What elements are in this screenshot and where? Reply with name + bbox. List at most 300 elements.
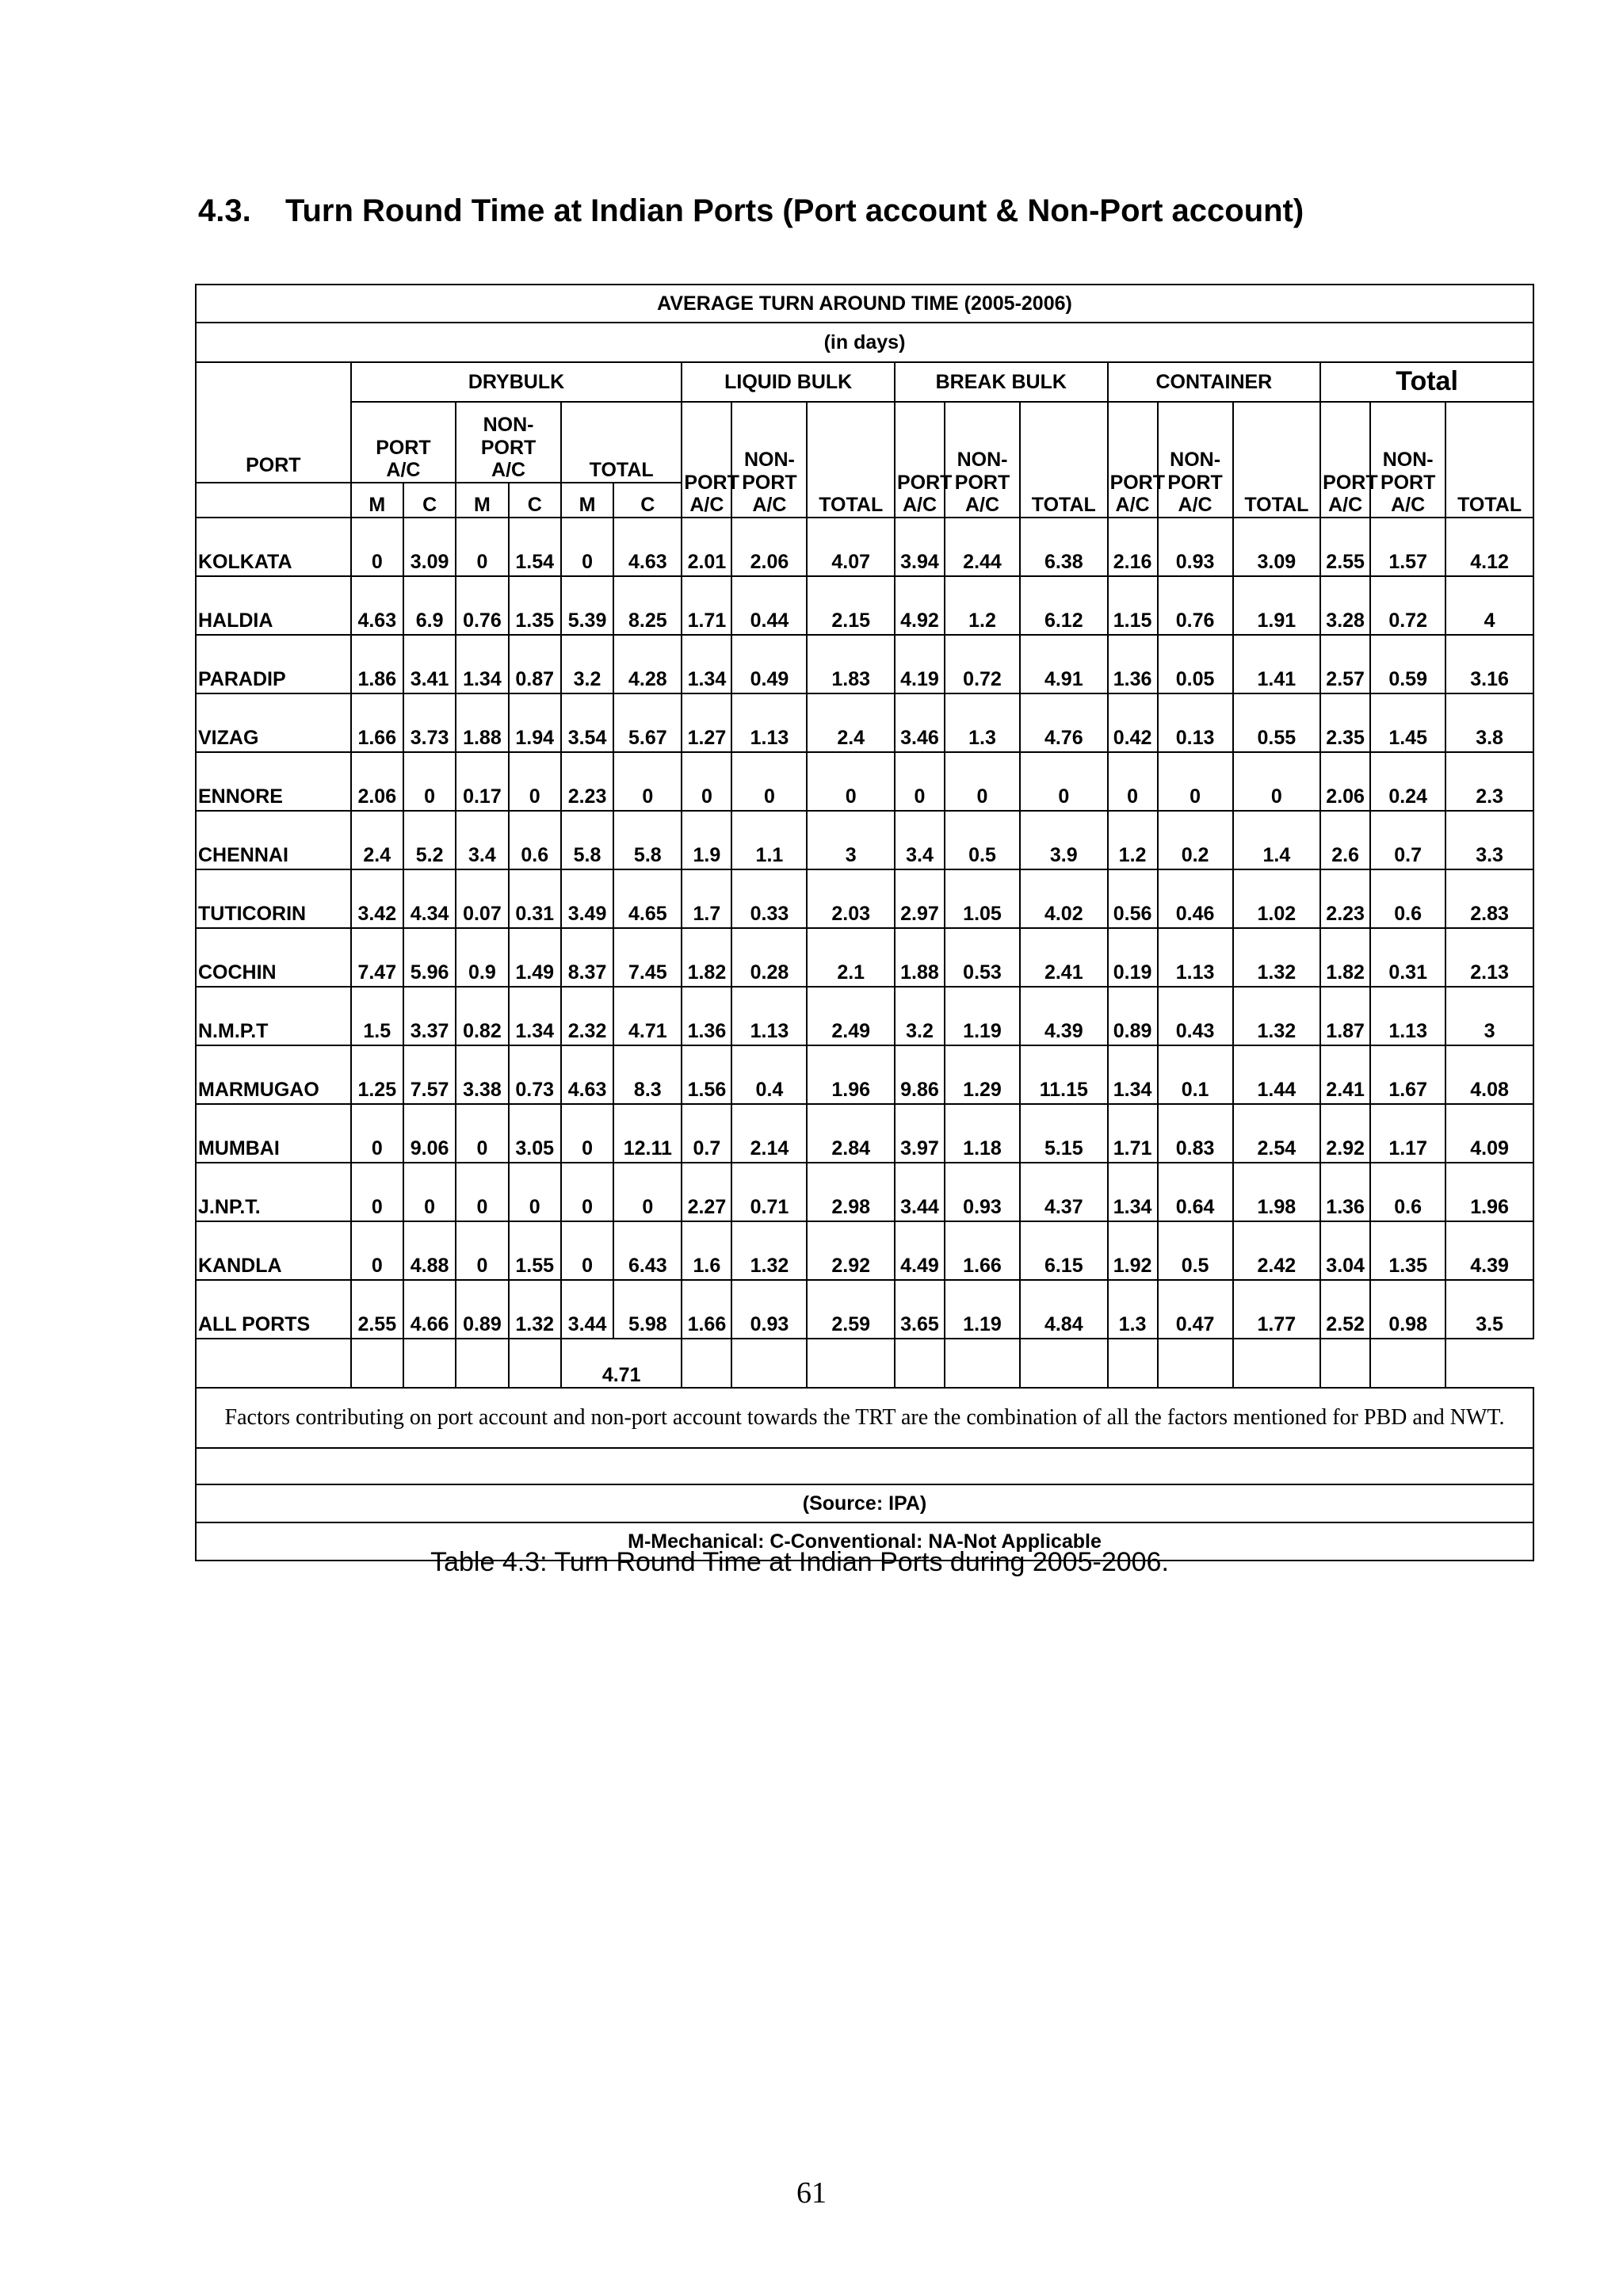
value-cell: 1.6 — [682, 1221, 731, 1280]
value-cell: 0.56 — [1108, 869, 1158, 928]
value-cell: 2.54 — [1233, 1104, 1321, 1163]
drybulk-header: DRYBULK — [351, 362, 682, 402]
value-cell: 1.32 — [509, 1280, 561, 1339]
value-cell: 0.98 — [1370, 1280, 1445, 1339]
value-cell: 7.47 — [351, 928, 403, 987]
value-cell: 1.49 — [509, 928, 561, 987]
value-cell: 1.41 — [1233, 635, 1321, 693]
value-cell: 9.86 — [895, 1045, 945, 1104]
value-cell: 0 — [456, 1163, 508, 1221]
value-cell: 0.7 — [682, 1104, 731, 1163]
value-cell: 1.36 — [1320, 1163, 1370, 1221]
value-cell: 3.38 — [456, 1045, 508, 1104]
table-footer — [196, 1339, 1533, 1561]
value-cell: 0.53 — [945, 928, 1020, 987]
value-cell: 4.07 — [807, 518, 895, 576]
footer-blank-cell — [456, 1339, 508, 1388]
table-note: Factors contributing on port account and non-port account towards the TRT are the combination of all the factors mentioned for PBD and NWT. — [196, 1388, 1533, 1448]
value-cell: 2.3 — [1445, 752, 1533, 811]
value-cell: 2.98 — [807, 1163, 895, 1221]
value-cell: 0 — [403, 752, 456, 811]
value-cell: 2.32 — [561, 987, 613, 1045]
value-cell: 0.2 — [1158, 811, 1233, 869]
port-name: HALDIA — [196, 576, 351, 635]
value-cell: 0 — [682, 752, 731, 811]
value-cell: 2.27 — [682, 1163, 731, 1221]
value-cell: 3.49 — [561, 869, 613, 928]
value-cell: 1.17 — [1370, 1104, 1445, 1163]
value-cell: 0.19 — [1108, 928, 1158, 987]
table-units: (in days) — [196, 323, 1533, 362]
port-name: MARMUGAO — [196, 1045, 351, 1104]
footer-blank-cell — [1370, 1339, 1445, 1388]
value-cell: 2.6 — [1320, 811, 1370, 869]
value-cell: 2.83 — [1445, 869, 1533, 928]
port-name: VIZAG — [196, 693, 351, 752]
value-cell: 0 — [807, 752, 895, 811]
value-cell: 8.25 — [613, 576, 682, 635]
section-number: 4.3. — [198, 193, 251, 228]
value-cell: 0 — [613, 752, 682, 811]
value-cell: 3.54 — [561, 693, 613, 752]
drybulk-non-port-ac-header: NON- PORT A/C — [456, 402, 561, 483]
value-cell: 0 — [945, 752, 1020, 811]
value-cell: 4.28 — [613, 635, 682, 693]
value-cell: 0.33 — [731, 869, 807, 928]
value-cell: 1.19 — [945, 987, 1020, 1045]
value-cell: 3.97 — [895, 1104, 945, 1163]
footer-blank-cell — [731, 1339, 807, 1388]
value-cell: 3.44 — [895, 1163, 945, 1221]
table-row — [196, 1280, 1533, 1339]
port-name: ALL PORTS — [196, 1280, 351, 1339]
value-cell: 3.2 — [561, 635, 613, 693]
value-cell: 2.92 — [807, 1221, 895, 1280]
value-cell: 1.2 — [945, 576, 1020, 635]
port-name: KANDLA — [196, 1221, 351, 1280]
table-row — [196, 693, 1533, 752]
value-cell: 0.59 — [1370, 635, 1445, 693]
value-cell: 0.13 — [1158, 693, 1233, 752]
value-cell: 2.41 — [1020, 928, 1108, 987]
table-row — [196, 1104, 1533, 1163]
value-cell: 0.05 — [1158, 635, 1233, 693]
overall-total-header: TOTAL — [1445, 402, 1533, 518]
break-bulk-header: BREAK BULK — [895, 362, 1108, 402]
value-cell: 3 — [807, 811, 895, 869]
value-cell: 0.5 — [1158, 1221, 1233, 1280]
value-cell: 1.56 — [682, 1045, 731, 1104]
value-cell: 3.4 — [456, 811, 508, 869]
value-cell: 12.11 — [613, 1104, 682, 1163]
value-cell: 1.02 — [1233, 869, 1321, 928]
footer-blank-cell — [807, 1339, 895, 1388]
value-cell: 1.82 — [682, 928, 731, 987]
value-cell: 1.05 — [945, 869, 1020, 928]
value-cell: 0.72 — [945, 635, 1020, 693]
value-cell: 0.24 — [1370, 752, 1445, 811]
value-cell: 1.91 — [1233, 576, 1321, 635]
value-cell: 1.82 — [1320, 928, 1370, 987]
value-cell: 2.14 — [731, 1104, 807, 1163]
value-cell: 1.88 — [456, 693, 508, 752]
value-cell: 1.35 — [509, 576, 561, 635]
value-cell: 1.83 — [807, 635, 895, 693]
value-cell: 2.13 — [1445, 928, 1533, 987]
value-cell: 0 — [509, 1163, 561, 1221]
value-cell: 1.27 — [682, 693, 731, 752]
value-cell: 2.42 — [1233, 1221, 1321, 1280]
value-cell: 0 — [561, 1163, 613, 1221]
value-cell: 2.55 — [1320, 518, 1370, 576]
value-cell: 1.86 — [351, 635, 403, 693]
value-cell: 0.7 — [1370, 811, 1445, 869]
liquid-bulk-header: LIQUID BULK — [682, 362, 895, 402]
value-cell: 2.15 — [807, 576, 895, 635]
value-cell: 1.77 — [1233, 1280, 1321, 1339]
value-cell: 1.54 — [509, 518, 561, 576]
value-cell: 0.71 — [731, 1163, 807, 1221]
value-cell: 2.23 — [561, 752, 613, 811]
value-cell: 2.4 — [351, 811, 403, 869]
value-cell: 7.57 — [403, 1045, 456, 1104]
footer-blank-cell — [945, 1339, 1020, 1388]
value-cell: 0.43 — [1158, 987, 1233, 1045]
value-cell: 1.34 — [456, 635, 508, 693]
footer-blank-cell — [1108, 1339, 1158, 1388]
value-cell: 2.1 — [807, 928, 895, 987]
footer-blank-cell — [1020, 1339, 1108, 1388]
drybulk-nonport-c-header: C — [509, 483, 561, 518]
value-cell: 1.25 — [351, 1045, 403, 1104]
value-cell: 0 — [351, 1163, 403, 1221]
value-cell: 1.57 — [1370, 518, 1445, 576]
table-source: (Source: IPA) — [196, 1484, 1533, 1522]
value-cell: 3.94 — [895, 518, 945, 576]
overall-port-ac-header: PORT A/C — [1320, 402, 1370, 518]
value-cell: 3.46 — [895, 693, 945, 752]
value-cell: 2.84 — [807, 1104, 895, 1163]
section-title: Turn Round Time at Indian Ports (Port account & Non-Port account) — [285, 193, 1304, 228]
value-cell: 1.98 — [1233, 1163, 1321, 1221]
value-cell: 0 — [456, 1104, 508, 1163]
value-cell: 1.3 — [945, 693, 1020, 752]
value-cell: 3.73 — [403, 693, 456, 752]
footer-blank-cell — [895, 1339, 945, 1388]
value-cell: 2.03 — [807, 869, 895, 928]
value-cell: 1.34 — [682, 635, 731, 693]
value-cell: 0.31 — [1370, 928, 1445, 987]
value-cell: 1.36 — [1108, 635, 1158, 693]
value-cell: 0.82 — [456, 987, 508, 1045]
value-cell: 0.93 — [945, 1163, 1020, 1221]
value-cell: 1.67 — [1370, 1045, 1445, 1104]
value-cell: 5.67 — [613, 693, 682, 752]
value-cell: 4.92 — [895, 576, 945, 635]
value-cell: 5.2 — [403, 811, 456, 869]
value-cell: 1.13 — [1370, 987, 1445, 1045]
liquid-total-header: TOTAL — [807, 402, 895, 518]
value-cell: 3.65 — [895, 1280, 945, 1339]
value-cell: 5.8 — [561, 811, 613, 869]
value-cell: 0.55 — [1233, 693, 1321, 752]
footer-blank-cell — [509, 1339, 561, 1388]
value-cell: 1.3 — [1108, 1280, 1158, 1339]
liquid-non-port-ac-header: NON- PORT A/C — [731, 402, 807, 518]
value-cell: 3.2 — [895, 987, 945, 1045]
value-cell: 1.66 — [351, 693, 403, 752]
value-cell: 1.15 — [1108, 576, 1158, 635]
drybulk-total-c-header: C — [613, 483, 682, 518]
container-header: CONTAINER — [1108, 362, 1321, 402]
value-cell: 1.4 — [1233, 811, 1321, 869]
break-non-port-ac-header: NON- PORT A/C — [945, 402, 1020, 518]
value-cell: 8.37 — [561, 928, 613, 987]
value-cell: 0.31 — [509, 869, 561, 928]
value-cell: 3.9 — [1020, 811, 1108, 869]
value-cell: 0.89 — [456, 1280, 508, 1339]
value-cell: 3.42 — [351, 869, 403, 928]
value-cell: 1.32 — [1233, 928, 1321, 987]
value-cell: 0.87 — [509, 635, 561, 693]
value-cell: 4.63 — [561, 1045, 613, 1104]
value-cell: 0.73 — [509, 1045, 561, 1104]
value-cell: 3.37 — [403, 987, 456, 1045]
value-cell: 3.4 — [895, 811, 945, 869]
value-cell: 3.41 — [403, 635, 456, 693]
value-cell: 1.66 — [945, 1221, 1020, 1280]
value-cell: 0 — [1108, 752, 1158, 811]
liquid-port-ac-header: PORT A/C — [682, 402, 731, 518]
value-cell: 8.3 — [613, 1045, 682, 1104]
footer-blank-cell — [196, 1339, 351, 1388]
value-cell: 0 — [613, 1163, 682, 1221]
table-banner: AVERAGE TURN AROUND TIME (2005-2006) — [196, 285, 1533, 323]
value-cell: 0.47 — [1158, 1280, 1233, 1339]
value-cell: 0.93 — [731, 1280, 807, 1339]
value-cell: 1.35 — [1370, 1221, 1445, 1280]
value-cell: 1.9 — [682, 811, 731, 869]
value-cell: 2.35 — [1320, 693, 1370, 752]
value-cell: 3.09 — [1233, 518, 1321, 576]
table-row — [196, 869, 1533, 928]
value-cell: 2.16 — [1108, 518, 1158, 576]
footer-blank-cell — [351, 1339, 403, 1388]
value-cell: 0 — [351, 1221, 403, 1280]
value-cell: 6.12 — [1020, 576, 1108, 635]
value-cell: 1.36 — [682, 987, 731, 1045]
value-cell: 1.87 — [1320, 987, 1370, 1045]
value-cell: 0 — [731, 752, 807, 811]
value-cell: 6.15 — [1020, 1221, 1108, 1280]
page-number: 61 — [796, 2176, 827, 2210]
value-cell: 5.98 — [613, 1280, 682, 1339]
table-caption: Table 4.3: Turn Round Time at Indian Ports during 2005-2006. — [430, 1547, 1169, 1577]
value-cell: 0.76 — [456, 576, 508, 635]
value-cell: 1.66 — [682, 1280, 731, 1339]
value-cell: 2.44 — [945, 518, 1020, 576]
value-cell: 2.59 — [807, 1280, 895, 1339]
value-cell: 0 — [1158, 752, 1233, 811]
value-cell: 0 — [561, 518, 613, 576]
value-cell: 7.45 — [613, 928, 682, 987]
port-name: CHENNAI — [196, 811, 351, 869]
break-port-ac-header: PORT A/C — [895, 402, 945, 518]
value-cell: 0.89 — [1108, 987, 1158, 1045]
footer-blank-cell — [1233, 1339, 1321, 1388]
value-cell: 3.05 — [509, 1104, 561, 1163]
drybulk-overall-total: 4.71 — [561, 1339, 682, 1388]
value-cell: 2.49 — [807, 987, 895, 1045]
value-cell: 1.7 — [682, 869, 731, 928]
table-row — [196, 1221, 1533, 1280]
total-header: Total — [1320, 362, 1533, 402]
value-cell: 0.44 — [731, 576, 807, 635]
value-cell: 1.32 — [1233, 987, 1321, 1045]
value-cell: 0.5 — [945, 811, 1020, 869]
drybulk-port-c-header: C — [403, 483, 456, 518]
value-cell: 1.13 — [731, 987, 807, 1045]
value-cell: 5.8 — [613, 811, 682, 869]
value-cell: 3.28 — [1320, 576, 1370, 635]
value-cell: 1.32 — [731, 1221, 807, 1280]
section-heading — [198, 193, 1304, 229]
drybulk-total-header: TOTAL — [561, 402, 682, 483]
value-cell: 0.49 — [731, 635, 807, 693]
value-cell: 3 — [1445, 987, 1533, 1045]
table-row — [196, 987, 1533, 1045]
value-cell: 4.84 — [1020, 1280, 1108, 1339]
value-cell: 3.3 — [1445, 811, 1533, 869]
value-cell: 0 — [456, 518, 508, 576]
table-row — [196, 518, 1533, 576]
value-cell: 1.45 — [1370, 693, 1445, 752]
value-cell: 4.88 — [403, 1221, 456, 1280]
value-cell: 4.19 — [895, 635, 945, 693]
value-cell: 1.96 — [1445, 1163, 1533, 1221]
value-cell: 1.71 — [682, 576, 731, 635]
value-cell: 4.39 — [1445, 1221, 1533, 1280]
value-cell: 1.96 — [807, 1045, 895, 1104]
value-cell: 4.71 — [613, 987, 682, 1045]
value-cell: 9.06 — [403, 1104, 456, 1163]
value-cell: 4.12 — [1445, 518, 1533, 576]
value-cell: 0 — [351, 1104, 403, 1163]
value-cell: 0.93 — [1158, 518, 1233, 576]
value-cell: 3.16 — [1445, 635, 1533, 693]
value-cell: 4.66 — [403, 1280, 456, 1339]
table-row — [196, 928, 1533, 987]
value-cell: 1.55 — [509, 1221, 561, 1280]
value-cell: 4.91 — [1020, 635, 1108, 693]
value-cell: 0 — [456, 1221, 508, 1280]
table-row — [196, 752, 1533, 811]
value-cell: 0 — [1233, 752, 1321, 811]
table-legend: M-Mechanical: C-Conventional: NA-Not Applicable — [196, 1522, 1533, 1561]
value-cell: 1.71 — [1108, 1104, 1158, 1163]
value-cell: 4.08 — [1445, 1045, 1533, 1104]
value-cell: 0.83 — [1158, 1104, 1233, 1163]
value-cell: 0.07 — [456, 869, 508, 928]
container-port-ac-header: PORT A/C — [1108, 402, 1158, 518]
value-cell: 4.37 — [1020, 1163, 1108, 1221]
table-row — [196, 811, 1533, 869]
drybulk-total-m-header: M — [561, 483, 613, 518]
value-cell: 0.72 — [1370, 576, 1445, 635]
value-cell: 0.6 — [1370, 1163, 1445, 1221]
value-cell: 4.02 — [1020, 869, 1108, 928]
value-cell: 2.57 — [1320, 635, 1370, 693]
value-cell: 6.38 — [1020, 518, 1108, 576]
value-cell: 3.44 — [561, 1280, 613, 1339]
value-cell: 4.34 — [403, 869, 456, 928]
value-cell: 3.09 — [403, 518, 456, 576]
table-row — [196, 635, 1533, 693]
value-cell: 5.39 — [561, 576, 613, 635]
value-cell: 0.17 — [456, 752, 508, 811]
break-total-header: TOTAL — [1020, 402, 1108, 518]
value-cell: 2.4 — [807, 693, 895, 752]
value-cell: 1.19 — [945, 1280, 1020, 1339]
value-cell: 1.5 — [351, 987, 403, 1045]
value-cell: 0.6 — [509, 811, 561, 869]
turn-round-time-table — [195, 284, 1534, 1561]
value-cell: 2.06 — [731, 518, 807, 576]
port-column-header: PORT — [196, 362, 351, 483]
value-cell: 1.94 — [509, 693, 561, 752]
value-cell: 3.5 — [1445, 1280, 1533, 1339]
value-cell: 6.9 — [403, 576, 456, 635]
value-cell: 0 — [509, 752, 561, 811]
value-cell: 1.34 — [509, 987, 561, 1045]
value-cell: 1.29 — [945, 1045, 1020, 1104]
value-cell: 4.65 — [613, 869, 682, 928]
value-cell: 1.13 — [1158, 928, 1233, 987]
value-cell: 2.41 — [1320, 1045, 1370, 1104]
port-name: COCHIN — [196, 928, 351, 987]
footer-blank-cell — [1158, 1339, 1233, 1388]
value-cell: 1.13 — [731, 693, 807, 752]
value-cell: 4.39 — [1020, 987, 1108, 1045]
value-cell: 0.9 — [456, 928, 508, 987]
value-cell: 1.44 — [1233, 1045, 1321, 1104]
value-cell: 4.09 — [1445, 1104, 1533, 1163]
port-name: J.NP.T. — [196, 1163, 351, 1221]
value-cell: 2.55 — [351, 1280, 403, 1339]
value-cell: 6.43 — [613, 1221, 682, 1280]
value-cell: 5.15 — [1020, 1104, 1108, 1163]
table-row — [196, 1163, 1533, 1221]
value-cell: 1.88 — [895, 928, 945, 987]
value-cell: 0.42 — [1108, 693, 1158, 752]
port-name: KOLKATA — [196, 518, 351, 576]
value-cell: 0 — [561, 1221, 613, 1280]
port-name: TUTICORIN — [196, 869, 351, 928]
blank-row — [196, 1448, 1533, 1484]
value-cell: 0.4 — [731, 1045, 807, 1104]
value-cell: 2.52 — [1320, 1280, 1370, 1339]
table-row — [196, 576, 1533, 635]
value-cell: 3.04 — [1320, 1221, 1370, 1280]
value-cell: 11.15 — [1020, 1045, 1108, 1104]
table-row — [196, 1045, 1533, 1104]
value-cell: 4.63 — [613, 518, 682, 576]
value-cell: 2.92 — [1320, 1104, 1370, 1163]
footer-blank-cell — [403, 1339, 456, 1388]
value-cell: 1.92 — [1108, 1221, 1158, 1280]
value-cell: 4.63 — [351, 576, 403, 635]
footer-blank-cell — [1320, 1339, 1370, 1388]
